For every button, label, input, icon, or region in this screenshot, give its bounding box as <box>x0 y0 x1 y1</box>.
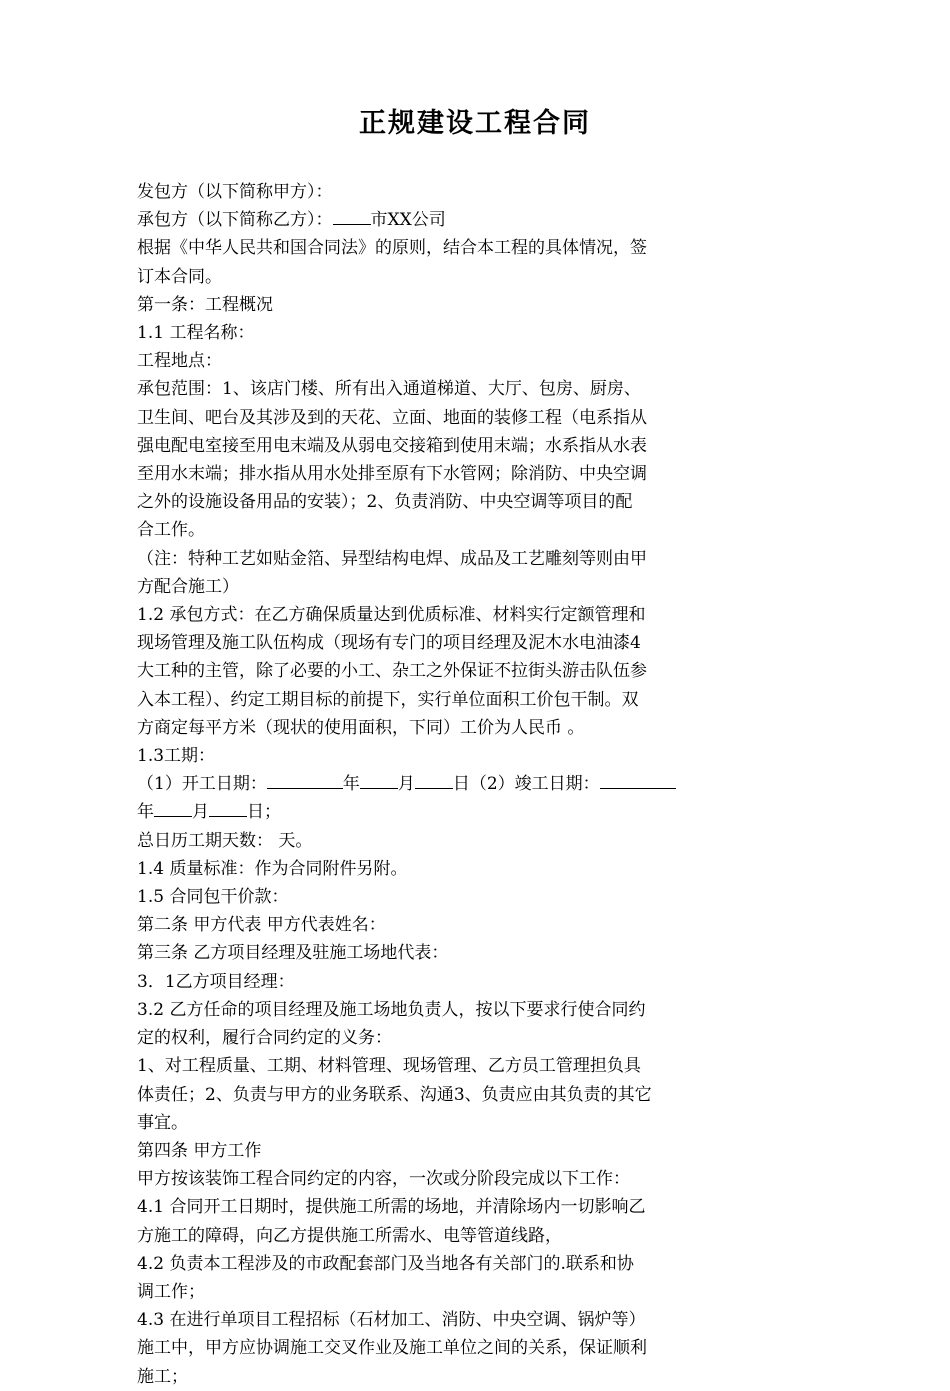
document-line: 施工； <box>137 1366 188 1387</box>
document-line: 之外的设施设备用品的安装）；2、负责消防、中央空调等项目的配 <box>137 492 633 513</box>
document-line: 4.1 合同开工日期时，提供施工所需的场地，并清除场内一切影响乙 <box>137 1197 646 1218</box>
document-line: 1.2 承包方式：在乙方确保质量达到优质标准、材料实行定额管理和 <box>137 605 646 626</box>
document-title: 正规建设工程合同 <box>359 108 591 139</box>
document-line: 4.3 在进行单项目工程招标（石材加工、消防、中央空调、锅炉等） <box>137 1310 646 1331</box>
document-line: 大工种的主管，除了必要的小工、杂工之外保证不拉街头游击队伍参 <box>137 661 647 682</box>
fill-in-blank <box>415 770 453 789</box>
document-body <box>137 178 817 1391</box>
fill-in-blank <box>209 798 247 817</box>
document-line: 承包范围：1、该店门楼、所有出入通道梯道、大厅、包房、厨房、 <box>137 379 641 400</box>
document-line: 承包方（以下简称乙方）： 市XX公司 <box>137 206 817 234</box>
fill-in-blank <box>154 798 192 817</box>
document-line: 方商定每平方米（现状的使用面积，下同）工价为人民币 。 <box>137 717 585 738</box>
document-line: 至用水末端；排水指从用水处排至原有下水管网；除消防、中央空调 <box>137 464 647 485</box>
document-line: 总日历工期天数： 天。 <box>137 830 313 851</box>
document-line: 订本合同。 <box>137 266 222 287</box>
fill-in-blank <box>600 770 676 789</box>
document-line: 3．1乙方项目经理： <box>137 971 295 992</box>
document-line: 事宜。 <box>137 1112 188 1133</box>
document-line: 甲方按该装饰工程合同约定的内容，一次或分阶段完成以下工作： <box>137 1169 630 1190</box>
document-line: 1.3工期： <box>137 746 216 767</box>
document-line: 第三条 乙方项目经理及驻施工场地代表： <box>137 943 449 964</box>
document-line: 4.2 负责本工程涉及的市政配套部门及当地各有关部门的.联系和协 <box>137 1253 634 1274</box>
document-line: 1.1 工程名称： <box>137 323 255 344</box>
document-line: 方配合施工） <box>137 576 239 597</box>
document-line: 1.4 质量标准：作为合同附件另附。 <box>137 858 408 879</box>
document-line: 工程地点： <box>137 351 222 372</box>
document-line: 第四条 甲方工作 <box>137 1140 262 1161</box>
document-line: 定的权利，履行合同约定的义务： <box>137 1028 392 1049</box>
fill-in-blank <box>267 770 343 789</box>
document-line: 体责任；2、负责与甲方的业务联系、沟通3、负责应由其负责的其它 <box>137 1084 652 1105</box>
document-line: 第一条：工程概况 <box>137 294 273 315</box>
document-line: 年 月 日； <box>137 798 817 826</box>
document-line: 1.5 合同包干价款： <box>137 887 289 908</box>
document-line: 发包方（以下简称甲方）： <box>137 182 333 202</box>
document-line: 现场管理及施工队伍构成（现场有专门的项目经理及泥木水电油漆4 <box>137 633 641 654</box>
document-line: 强电配电室接至用电末端及从弱电交接箱到使用末端；水系指从水表 <box>137 435 647 456</box>
document-line: 3.2 乙方任命的项目经理及施工场地负责人，按以下要求行使合同约 <box>137 999 646 1020</box>
document-line: （1）开工日期： 年 月 日（2）竣工日期： <box>137 770 817 798</box>
document-line: 卫生间、吧台及其涉及到的天花、立面、地面的装修工程（电系指从 <box>137 407 647 428</box>
fill-in-blank <box>333 206 371 225</box>
document-line: 施工中，甲方应协调施工交叉作业及施工单位之间的关系，保证顺利 <box>137 1338 647 1359</box>
fill-in-blank <box>360 770 398 789</box>
document-line: 根据《中华人民共和国合同法》的原则，结合本工程的具体情况，签 <box>137 238 647 259</box>
document-line: 方施工的障碍，向乙方提供施工所需水、电等管道线路， <box>137 1225 562 1246</box>
document-line: 调工作； <box>137 1281 205 1302</box>
document-line: 第二条 甲方代表 甲方代表姓名： <box>137 915 386 936</box>
document-line: 合工作。 <box>137 520 205 541</box>
document-line: 1、对工程质量、工期、材料管理、现场管理、乙方员工管理担负具 <box>137 1056 641 1077</box>
document-line: （注：特种工艺如贴金箔、异型结构电焊、成品及工艺雕刻等则由甲 <box>137 548 647 569</box>
document-line: 入本工程）、约定工期目标的前提下，实行单位面积工价包干制。双 <box>137 689 639 710</box>
